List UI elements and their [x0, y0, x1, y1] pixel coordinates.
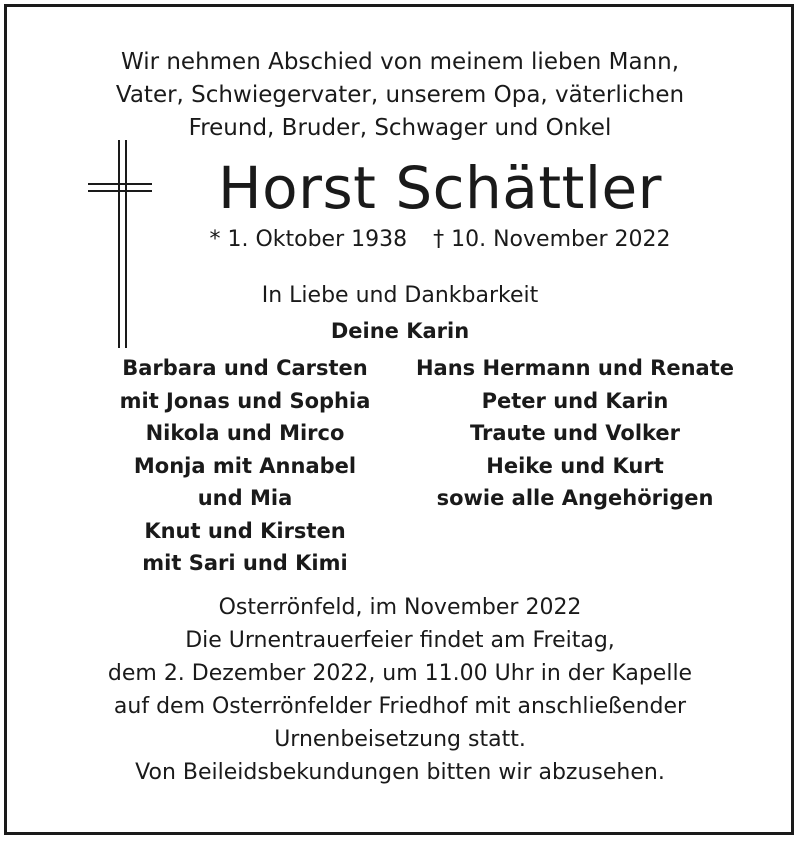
family-entry: Peter und Karin — [481, 388, 669, 413]
deceased-name: Horst Schättler — [218, 154, 662, 222]
service-line: Urnenbeisetzung statt. — [274, 727, 526, 752]
family-entry: mit Jonas und Sophia — [119, 388, 371, 413]
family-entry: Heike und Kurt — [486, 453, 664, 478]
intro-text — [0, 46, 800, 145]
service-line: dem 2. Dezember 2022, um 11.00 Uhr in der Kapelle — [107, 661, 693, 686]
family-entry: Monja mit Annabel — [133, 453, 357, 478]
family-entry: Hans Hermann und Renate — [415, 356, 734, 380]
birth-date: * 1. Oktober 1938 — [209, 227, 408, 252]
intro-line: Wir nehmen Abschied von meinem lieben Mann, — [120, 49, 680, 75]
family-entry: Barbara und Carsten — [122, 356, 368, 380]
spouse-name: Deine Karin — [330, 319, 470, 343]
intro-line: Vater, Schwiegervater, unserem Opa, väterlichen — [115, 82, 685, 108]
family-entry: Nikola und Mirco — [145, 421, 345, 445]
family-entry: sowie alle Angehörigen — [436, 486, 714, 510]
place-date: Osterrönfeld, im November 2022 — [218, 595, 582, 620]
service-line: auf dem Osterrönfelder Friedhof mit anschließender — [113, 694, 687, 719]
family-entry: Knut und Kirsten — [144, 518, 346, 543]
love-line: In Liebe und Dankbarkeit — [261, 283, 539, 308]
service-line: Die Urnentrauerfeier findet am Freitag, — [185, 628, 615, 653]
condolence-note: Von Beileidsbekundungen bitten wir abzusehen. — [135, 760, 665, 785]
family-list-right — [395, 352, 755, 515]
service-details — [0, 591, 800, 789]
family-list-left — [60, 352, 430, 580]
death-date: † 10. November 2022 — [433, 227, 671, 252]
intro-line: Freund, Bruder, Schwager und Onkel — [188, 115, 612, 141]
family-entry: und Mia — [197, 486, 293, 510]
family-entry: mit Sari und Kimi — [142, 551, 348, 575]
family-entry: Traute und Volker — [469, 421, 681, 445]
life-dates — [160, 225, 720, 255]
